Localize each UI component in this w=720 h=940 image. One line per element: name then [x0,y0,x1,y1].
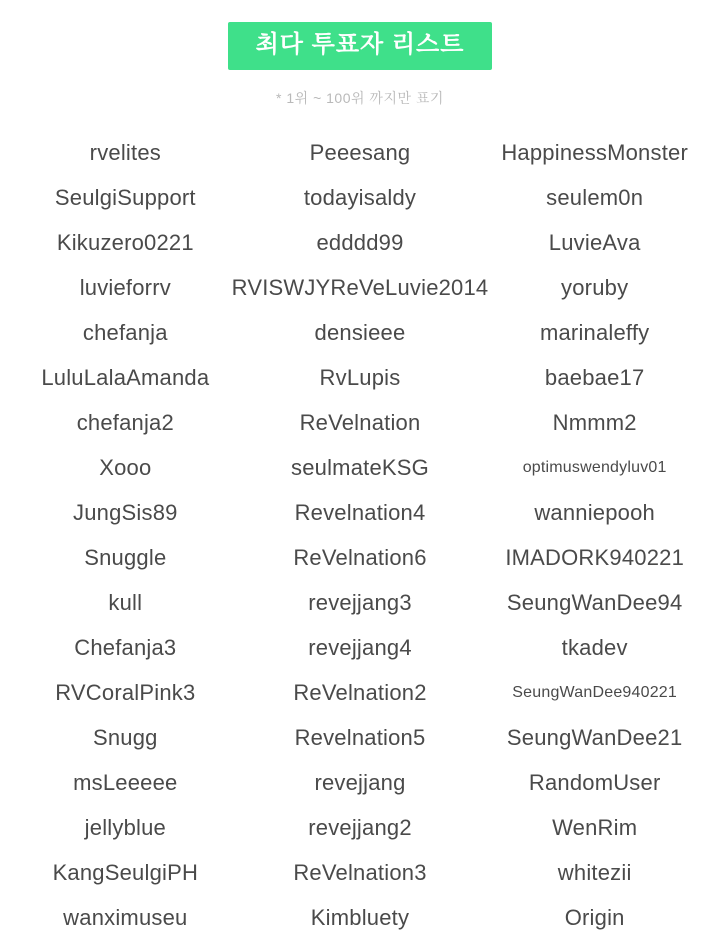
list-item: seulem0n [546,185,644,210]
list-item: RandomUser [528,770,661,795]
list-item: revejjang3 [308,590,412,615]
list-item: jellyblue [84,815,166,840]
list-item: ReVelnation6 [293,545,427,570]
list-item: rvelites [89,140,161,165]
list-item: SeungWanDee94 [506,590,683,615]
list-item: Kikuzero0221 [56,230,194,255]
list-item: Chefanja3 [74,635,177,660]
list-item: wanximuseu [63,905,188,930]
list-item: revejjang4 [308,635,412,660]
list-item: Origin [564,905,625,930]
list-item: RVCoralPink3 [55,680,196,705]
list-item: ReVelnation [299,410,421,435]
page-subtitle: * 1위 ~ 100위 까지만 표기 [276,90,444,106]
list-item: LuluLalaAmanda [41,365,210,390]
list-item: Revelnation5 [294,725,426,750]
list-item: seulmateKSG [291,455,429,480]
list-item: optimuswendyluv01 [522,459,667,476]
list-item: marinaleffy [539,320,650,345]
list-item: SeungWanDee940221 [512,684,678,701]
list-item: LuvieAva [548,230,641,255]
list-item: chefanja [82,320,168,345]
list-item: chefanja2 [76,410,174,435]
list-item: tkadev [561,635,628,660]
list-item: WenRim [552,815,638,840]
list-item: ReVelnation3 [293,860,427,885]
list-item: baebae17 [544,365,645,390]
name-column-2 [231,130,489,940]
name-columns [0,108,720,940]
list-item: densieee [314,320,406,345]
list-item: edddd99 [316,230,404,255]
list-item: IMADORK940221 [505,545,684,570]
list-item: Snugg [93,725,158,750]
list-item: SeulgiSupport [54,185,196,210]
list-item: revejjang [314,770,406,795]
name-column-1 [8,130,243,940]
list-item: yoruby [561,275,629,300]
list-item: luvieforrv [79,275,171,300]
list-item: wanniepooh [534,500,655,525]
list-item: revejjang2 [308,815,412,840]
list-item: RvLupis [319,365,401,390]
list-item: KangSeulgiPH [52,860,199,885]
list-item: SeungWanDee21 [506,725,683,750]
list-item: whitezii [557,860,632,885]
list-item: ReVelnation2 [293,680,427,705]
list-item: HappinessMonster [501,140,688,165]
list-item: Kimbluety [310,905,410,930]
list-item: JungSis89 [73,500,178,525]
list-item: Peeesang [309,140,411,165]
list-item: msLeeeee [73,770,178,795]
list-item: Snuggle [84,545,167,570]
list-item: todayisaldy [303,185,417,210]
list-item: Revelnation4 [294,500,426,525]
list-item: RVISWJYReVeLuvie2014 [231,275,489,300]
name-column-3 [477,130,712,940]
list-item: kull [108,590,143,615]
list-item: Xooo [99,455,152,480]
title-container [0,0,720,70]
page-title: 최다 투표자 리스트 [228,22,493,70]
list-item: Nmmm2 [552,410,637,435]
